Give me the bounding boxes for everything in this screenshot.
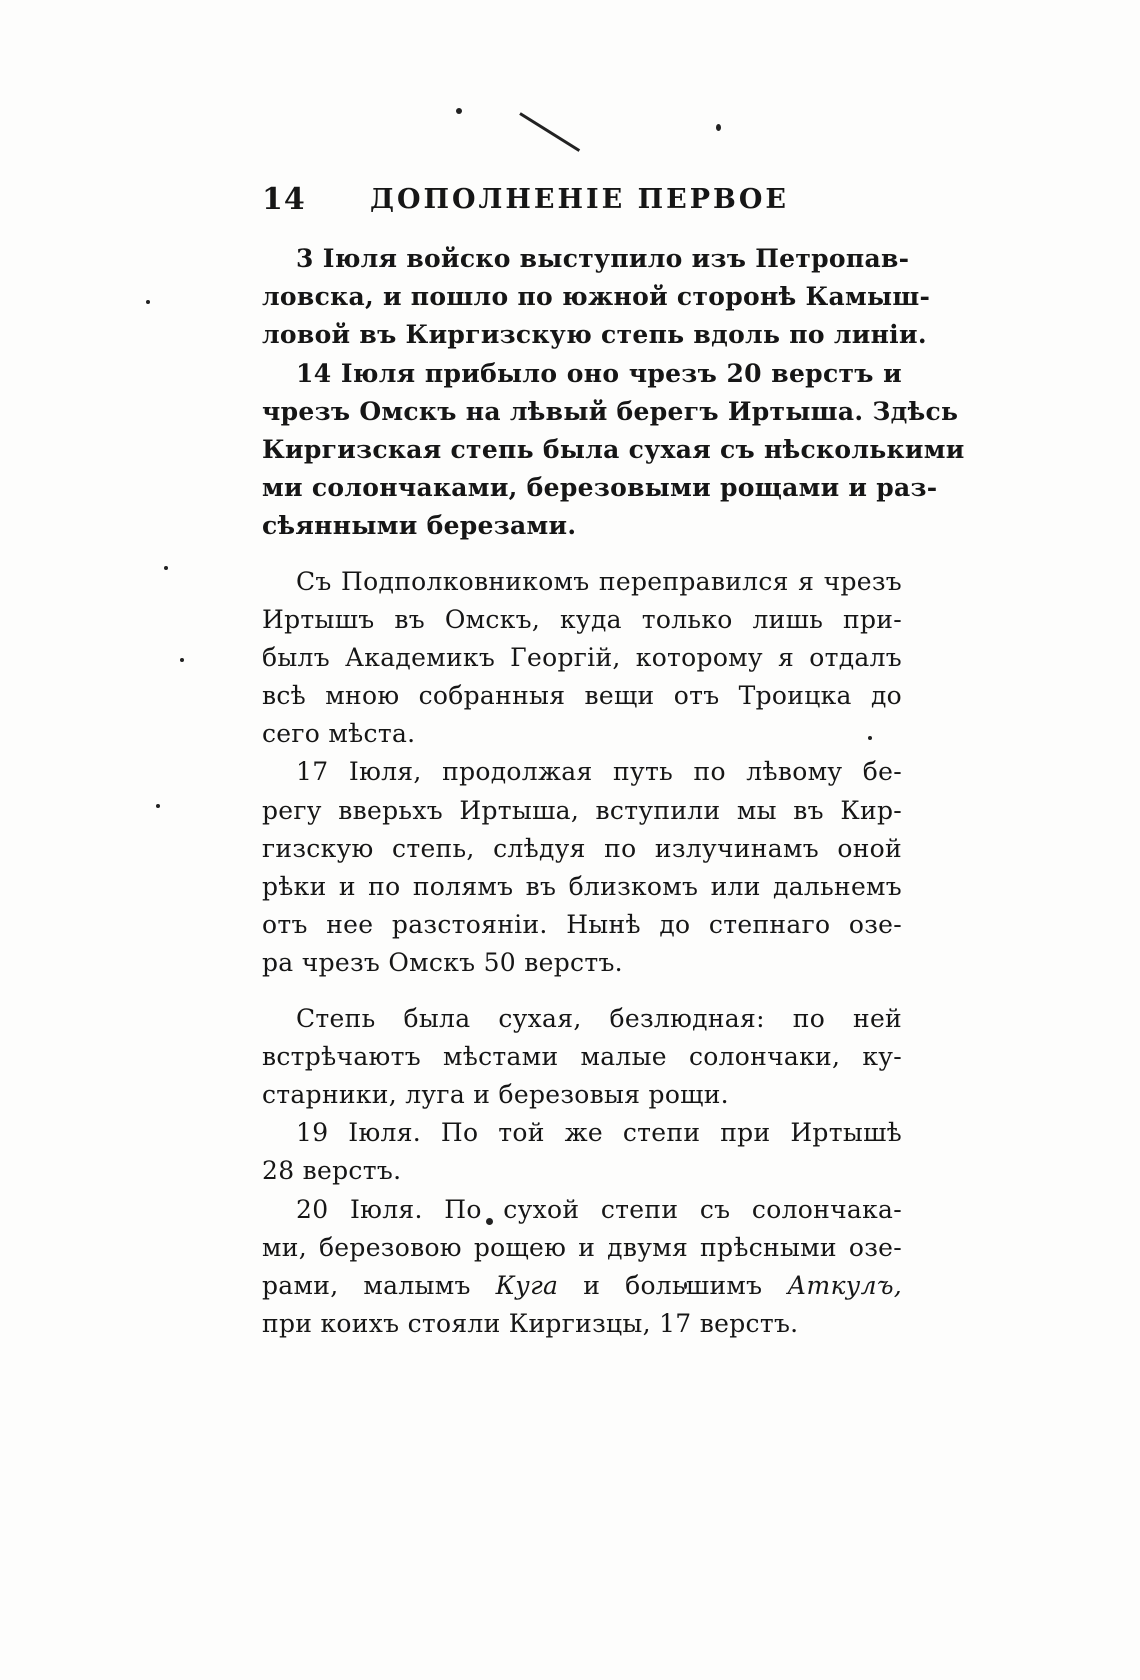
print-speck (716, 124, 721, 131)
text-line: чрезъ Омскъ на лѣвый берегъ Иртыша. Здѣсь (262, 396, 959, 426)
text-line: отъ нее разстояніи. Нынѣ до степнаго озе- (262, 910, 902, 940)
paragraph-gap (262, 983, 902, 1000)
text-line: 14 Іюля прибыло оно чрезъ 20 верстъ и (296, 358, 902, 388)
text-line: былъ Академикъ Георгій, которому я отдалъ (262, 642, 902, 672)
text-line: 20 Іюля. По сухой степи съ солончака- (296, 1194, 902, 1224)
text-line-with-lake-names (262, 1267, 902, 1305)
text-line: ра чрезъ Омскъ 50 верстъ. (262, 948, 623, 978)
text-line: Степь была сухая, безлюдная: по ней (296, 1003, 902, 1033)
text-line: 3 Іюля войско выступило изъ Петропав- (296, 244, 910, 273)
text-line: Киргизская степь была сухая съ нѣсколькими (262, 434, 965, 464)
lake-name-atkul: Аткулъ, (787, 1270, 903, 1300)
text-line: всѣ мною собранныя вещи отъ Троицка до (262, 681, 902, 711)
text-line: сего мѣста. (262, 719, 416, 749)
print-speck (180, 658, 184, 662)
text-line: сѣянными березами. (262, 511, 577, 541)
text-fragment: и большимъ (583, 1270, 763, 1300)
text-line: ловска, и пошло по южной сторонѣ Камыш- (262, 282, 931, 312)
paragraph-steppe (262, 1000, 902, 1115)
text-fragment: рами, малымъ (262, 1270, 471, 1300)
print-speck (456, 108, 462, 114)
text-line: Съ Подполковникомъ переправился я чрезъ (296, 566, 902, 596)
text-line: 28 верстъ. (262, 1156, 402, 1186)
text-line: встрѣчаютъ мѣстами малые солончаки, ку- (262, 1041, 902, 1071)
paragraph-july-17 (262, 753, 902, 982)
print-scratch (519, 112, 580, 152)
text-line: 17 Іюля, продолжая путь по лѣвому бе- (296, 757, 902, 787)
paragraph-july-3 (262, 240, 931, 355)
running-head (262, 182, 902, 222)
text-line: ми, березовою рощею и двумя прѣсными озе- (262, 1232, 902, 1262)
text-line: ловой въ Киргизскую степь вдоль по линіи. (262, 320, 927, 350)
text-line: рѣки и по полямъ въ близкомъ или дальнемъ (262, 872, 902, 901)
text-line: при коихъ стояли Киргизцы, 17 верстъ. (262, 1309, 799, 1339)
body-text (262, 240, 965, 1343)
print-speck (146, 300, 150, 304)
print-speck (164, 566, 168, 570)
text-line: старники, луга и березовыя рощи. (262, 1079, 729, 1109)
text-line: Иртышъ въ Омскъ, куда только лишь при- (262, 604, 902, 634)
print-speck (156, 804, 160, 808)
paragraph-july-20 (262, 1191, 902, 1344)
lake-name-kuga: Куга (495, 1270, 559, 1300)
paragraph-omsk (262, 563, 902, 754)
paragraph-july-14 (262, 355, 965, 546)
text-line: регу вверьхъ Иртыша, вступили мы въ Кир- (262, 795, 902, 825)
paragraph-july-19 (262, 1114, 902, 1190)
text-line: гизскую степь, слѣдуя по излучинамъ оной (262, 833, 902, 863)
paragraph-gap (262, 546, 902, 563)
text-line: ми солончаками, березовыми рощами и раз- (262, 473, 938, 503)
text-line: 19 Іюля. По той же степи при Иртышѣ (296, 1118, 902, 1148)
page-number: 14 (262, 182, 306, 217)
chapter-header-title: ДОПОЛНЕНІЕ ПЕРВОЕ (370, 184, 789, 215)
